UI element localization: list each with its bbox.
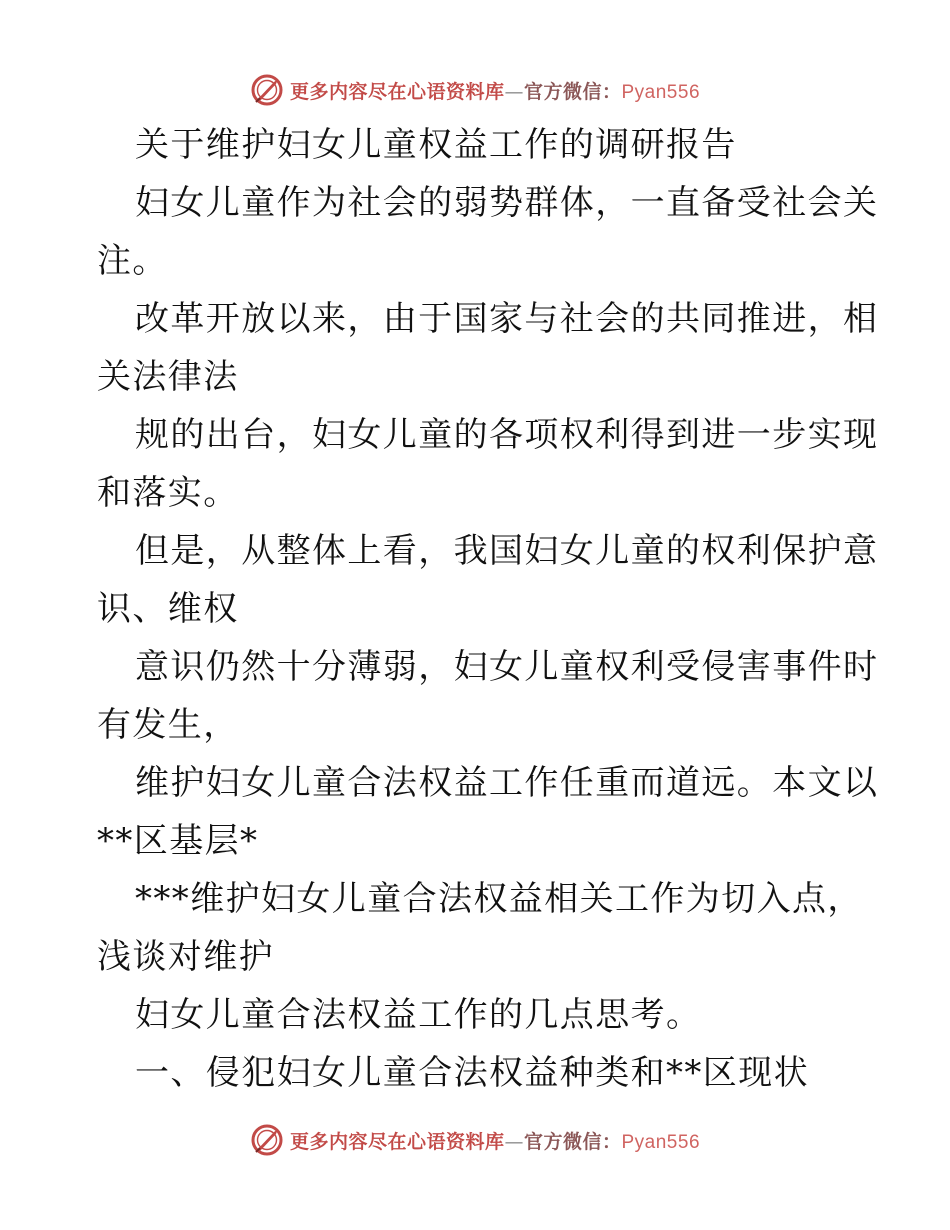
paragraph-line: 维护妇女儿童合法权益工作任重而道远。本文以 xyxy=(135,763,879,803)
paragraph-line: 和落实。 xyxy=(97,473,239,513)
watermark-site-text: 更多内容尽在心语资料库 xyxy=(289,80,505,103)
watermark-header xyxy=(0,70,950,110)
paragraph-line: 识、维权 xyxy=(97,589,239,629)
paragraph-line: 有发生， xyxy=(97,705,239,745)
paragraph-line: 注。 xyxy=(97,241,168,281)
watermark-official-label: 官方微信： xyxy=(523,1130,622,1153)
paragraph-line: 改革开放以来，由于国家与社会的共同推进，相 xyxy=(135,299,879,339)
paragraph-line: **区基层* xyxy=(97,821,259,861)
paragraph-line: 规的出台，妇女儿童的各项权利得到进一步实现 xyxy=(135,415,879,455)
watermark-header-content xyxy=(250,73,700,107)
watermark-text xyxy=(290,1127,700,1154)
watermark-dash: — xyxy=(504,1130,524,1153)
paragraph-line: 意识仍然十分薄弱，妇女儿童权利受侵害事件时 xyxy=(135,647,879,687)
red-seal-quill-logo-icon xyxy=(250,1123,284,1157)
watermark-site-text: 更多内容尽在心语资料库 xyxy=(289,1130,505,1153)
watermark-text xyxy=(290,77,700,104)
watermark-wechat-id: Pyan556 xyxy=(621,81,701,103)
watermark-footer-content xyxy=(250,1123,700,1157)
paragraph-line: 浅谈对维护 xyxy=(97,937,274,977)
watermark-dash: — xyxy=(504,80,524,103)
paragraph-line: 但是，从整体上看，我国妇女儿童的权利保护意 xyxy=(135,531,879,571)
paragraph-line: 妇女儿童作为社会的弱势群体，一直备受社会关 xyxy=(135,183,879,223)
watermark-wechat-id: Pyan556 xyxy=(621,1131,701,1153)
paragraph-line: 妇女儿童合法权益工作的几点思考。 xyxy=(135,995,702,1035)
document-title: 关于维护妇女儿童权益工作的调研报告 xyxy=(135,125,737,165)
section-heading: 一、侵犯妇女儿童合法权益种类和**区现状 xyxy=(135,1053,809,1093)
watermark-footer xyxy=(0,1120,950,1160)
paragraph-line: ***维护妇女儿童合法权益相关工作为切入点， xyxy=(135,879,863,919)
red-seal-quill-logo-icon xyxy=(250,73,284,107)
watermark-official-label: 官方微信： xyxy=(523,80,622,103)
document-body xyxy=(97,116,879,1102)
paragraph-line: 关法律法 xyxy=(97,357,239,397)
